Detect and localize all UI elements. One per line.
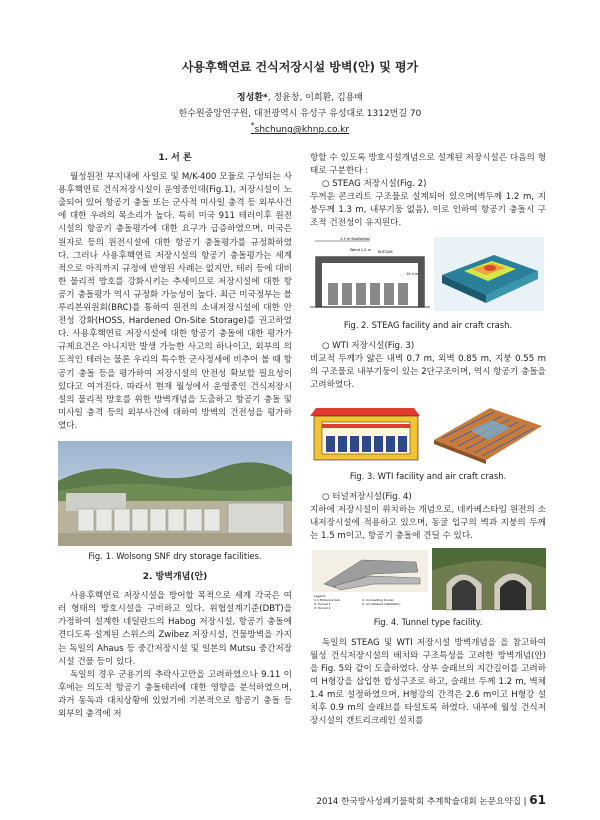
fig2-label-crane: KUTCAM <box>378 249 393 254</box>
email-address: shchung@khnp.co.kr <box>254 125 350 135</box>
fig2-label-roof: 1.3 m Stahlbeton <box>340 236 371 241</box>
footer-text: 2014 한국방사성폐기물학회 추계학술대회 논문요약집 | <box>316 797 527 807</box>
figure-2-caption: Fig. 2. STEAG facility and air craft crash. <box>343 319 513 330</box>
steag-bullet-title: ○ STEAG 저장시설(Fig. 2) <box>322 179 427 190</box>
affiliation: 한수원중앙연구원, 대전광역시 유성구 유성대로 1312번길 70 <box>178 109 422 119</box>
figure-4 <box>310 548 546 629</box>
figure-4-caption: Fig. 4. Tunnel type facility. <box>373 616 483 627</box>
main-author: 정성환 <box>236 93 263 103</box>
fig4-legend-3: 3: Tunnel 2 <box>314 605 331 610</box>
left-column <box>58 152 292 721</box>
tunnel-facility-diagram <box>310 548 546 612</box>
page-footer <box>317 793 546 807</box>
wolsong-storage-photo <box>58 441 292 546</box>
tunnel-bullet-text: 지하에 저장시설이 위치하는 개념으로, 네카베스타임 원전의 소내저장시설에 적용하고 있으며, 동굴 입구의 벽과 지붕의 두께는 1.5 m이고, 항공기 충돌에 견딜 수 있다. <box>310 505 546 542</box>
figure-3-caption: Fig. 3. WTI facility and air craft crash. <box>349 471 507 482</box>
email-mark: * <box>250 121 255 130</box>
fig2-label-height: 10.4 m <box>406 271 419 276</box>
figure-3 <box>310 396 546 483</box>
right-closing-paragraph: 독일의 STEAG 및 WTI 저장시설 방벽개념을 을 참고하여 월성 건식저장시설의 배치와 구조특성을 고려한 방벽개념(안)을 Fig. 5와 같이 도출하였다. 상부 슬래브의 지간길이를 고려하여 H형강을 삽입한 합성구조로 하고, 슬래브 두께 1.2 m, 벽체 1.4 m로 설정하였으며, H형강의 간격은 2.6 m이고 H형강 설치후 0.9 m의 슬래브를 타설토록 하였다. 내부에 월성 건식저장시설의 갠트리크레인 설치를 <box>310 637 546 727</box>
fig4-legend-title: Legend: <box>314 593 327 598</box>
figure-1 <box>58 441 292 563</box>
figure-2 <box>310 235 546 332</box>
wti-bullet-title: ○ WTI 저장시설(Fig. 3) <box>322 340 415 351</box>
fig4-legend-1: 1-1 Entrance hall <box>314 597 340 602</box>
author-list <box>0 90 600 103</box>
email-link[interactable] <box>0 121 600 135</box>
section-1-heading: 1. 서 론 <box>158 153 192 163</box>
figure-1-caption: Fig. 1. Wolsong SNF dry storage facilities. <box>88 550 262 561</box>
right-column <box>310 152 546 728</box>
fig2-label-wall: Wand 1.2 m <box>350 247 372 252</box>
steag-facility-diagram <box>310 235 546 315</box>
corresponding-mark: * <box>262 93 268 103</box>
fig4-legend-2: 2: Tunnel 1 <box>314 601 331 606</box>
wti-bullet-text: 비교적 두께가 얇은 내벽 0.7 m, 외벽 0.85 m, 지붕 0.55 m의 구조물로 내부기둥이 있는 2단구조이며, 역시 항공기 충돌을 고려하였다. <box>310 353 546 390</box>
fig4-legend-4: 4: Connecting tunnel <box>362 597 394 602</box>
wti-facility-diagram <box>310 396 546 466</box>
tunnel-bullet-title: ○ 터널저장시설(Fig. 4) <box>322 492 412 503</box>
co-authors: , 정윤창, 이희환, 김용배 <box>267 93 364 103</box>
page-number: 61 <box>529 793 546 807</box>
section-2-paragraph-1: 사용후핵연료 저장시설을 방어할 목적으로 세계 각국은 여러 형태의 방호시설을 구비하고 있다. 위협설계기준(DBT)을 가정하여 설계한 네덜란드의 Habog 저장시설, 항공기 충돌에 견디도록 설계된 스위스의 Zwibez 저장시설, 건물방벽을 가지는 독일의 Ahaus 등 중간저장시설 및 일본의 Mutsu 중간저장시설 건물 등이 있다. <box>58 591 292 667</box>
right-intro-paragraph: 항할 수 있도록 방호시설개념으로 설계된 저장시설은 다음의 형태로 구분한다 : <box>310 153 546 177</box>
paper-title: 사용후핵연료 건식저장시설 방벽(안) 및 평가 <box>181 60 419 74</box>
steag-bullet-text: 두꺼운 콘크리트 구조물로 설계되어 있으며(벽두께 1.2 m, 지붕두께 1.3 m, 내부기둥 없음), 이로 인하여 항공기 충돌시 구조적 건전성이 유지된다. <box>310 192 546 229</box>
section-2-heading: 2. 방벽개념(안) <box>142 572 208 583</box>
section-1-paragraph: 월성원전 부지내에 사일로 및 M/K-400 모듈로 구성되는 사용후핵연료 건식저장시설이 운영중인데(Fig.1), 저장시설이 노출되어 있어 항공기 충돌 또는 군사적 미사일 충격 등 외부사건에 대한 우려의 목소리가 높다. 특히 미국 911 테러이후 원전시설의 항공기 충돌평가에 대한 요구가 급증하였으며, 미국은 원자로 등의 원전시설에 대한 항공기 충돌평가를 규정화하였다. 그러나 사용후핵연료 저장시설의 항공기 충돌평가는 세계적으로 아직까지 규정에 반영된 사례는 없지만, 테러 등에 대비한 물리적 방호를 강화시키는 추세이므로 저장시설에 대한 항공기 충돌평가 역시 규정화 가능성이 높다. 최근 미국정부는 블루리본위원회(BRC)를 통하여 원전의 소내저장시설에 대한 안전성 강화(HOSS, Hardened On-Site Storage)를 권고하였다. 사용후핵연료 저장시설에 대한 항공기 충돌에 대한 평가가 규제요건은 아니지만 발생 가능한 사고의 하나이고, 외부의 의도적인 테러는 물론 우리의 특수한 군사정세에 비추어 볼 때 항공기 충돌 등을 평가하여 저장시설의 안전성 확보할 필요성이 있다고 여겨진다. 따라서 현재 월성에서 운영중인 건식저장시설의 물리적 방호를 위한 방벽개념을 도출하고 항공기 충돌 및 미사일 충격 등의 외부사건에 대하여 방벽의 건전성을 평가하였다. <box>58 172 292 431</box>
section-2-paragraph-2: 독일의 경우 군용기의 추락사고만을 고려하였으나 9.11 이후에는 의도적 항공기 충돌테러에 대한 영향을 분석하였으며, 과거 동독과 대치상황에 있었기에 기본적으로 항공기 충돌 등 외부의 충격에 저 <box>58 669 292 719</box>
fig4-legend-5: 5: Air exhaust installation <box>362 601 401 606</box>
